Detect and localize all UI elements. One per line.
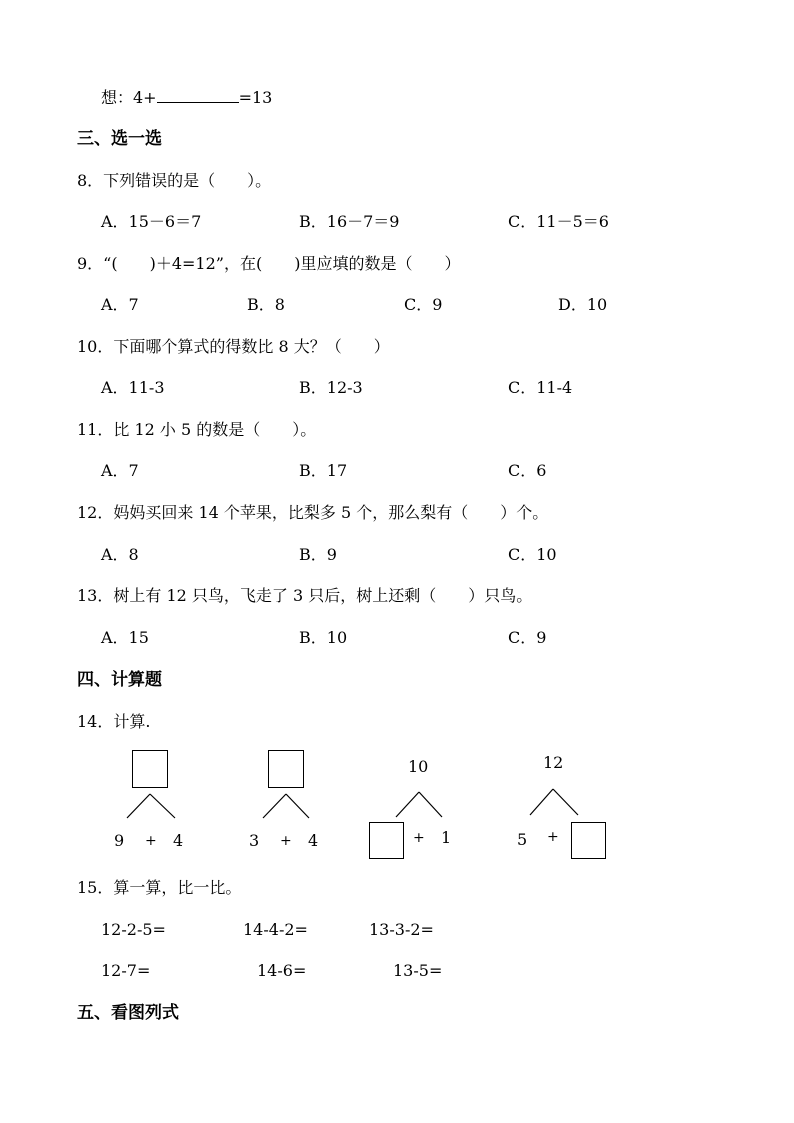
question-8-stem: 8．下列错误的是（ ）。 — [77, 171, 272, 190]
tree3-right-branch — [419, 792, 442, 817]
question-14-stem: 14．计算. — [77, 712, 151, 731]
q9-option-a[interactable]: A．7 — [101, 295, 139, 314]
q10-option-a[interactable]: A．11-3 — [101, 378, 165, 397]
tree1-right-branch — [150, 794, 175, 818]
question-10-stem: 10．下面哪个算式的得数比 8 大？（ ） — [77, 337, 390, 356]
tree2-right-branch — [286, 794, 309, 818]
q9-option-c[interactable]: C．9 — [404, 295, 443, 314]
tree2-plus: + — [280, 833, 292, 849]
question-13-stem: 13．树上有 12 只鸟，飞走了 3 只后，树上还剩（ ）只鸟。 — [77, 586, 533, 605]
q15-expr-2-1[interactable]: 12-7= — [101, 961, 151, 980]
q7-think-prefix: 想：4+ — [101, 88, 157, 107]
question-11-stem: 11．比 12 小 5 的数是（ ）。 — [77, 420, 317, 439]
q13-option-c[interactable]: C．9 — [508, 628, 547, 647]
tree1-left-branch — [127, 794, 150, 818]
q12-option-a[interactable]: A．8 — [101, 545, 139, 564]
q10-option-c[interactable]: C．11-4 — [508, 378, 573, 397]
tree2-top-box[interactable] — [268, 750, 304, 788]
tree2-left-number: 3 — [249, 831, 260, 850]
tree4-right-branch — [553, 789, 578, 815]
q13-option-a[interactable]: A．15 — [101, 628, 149, 647]
tree1-plus: + — [145, 833, 157, 849]
section-title-3: 三、选一选 — [77, 129, 162, 149]
tree2-left-branch — [263, 794, 286, 818]
tree1-right-number: 4 — [173, 831, 184, 850]
question-15-stem: 15．算一算，比一比。 — [77, 878, 242, 897]
question-9-stem: 9．“( )＋4=12”，在( )里应填的数是（ ） — [77, 254, 461, 273]
tree1-top-box[interactable] — [132, 750, 168, 788]
tree4-top-number: 12 — [543, 753, 564, 772]
q11-option-c[interactable]: C．6 — [508, 461, 547, 480]
q12-option-c[interactable]: C．10 — [508, 545, 557, 564]
tree3-right-number: 1 — [441, 828, 452, 847]
q8-option-a[interactable]: A．15－6＝7 — [101, 212, 202, 231]
q8-option-b[interactable]: B．16－7＝9 — [299, 212, 400, 231]
tree4-right-box[interactable] — [571, 822, 606, 859]
tree2-right-number: 4 — [308, 831, 319, 850]
tree4-plus: + — [547, 829, 559, 845]
q15-expr-1-1[interactable]: 12-2-5= — [101, 920, 166, 939]
q11-option-b[interactable]: B．17 — [299, 461, 348, 480]
q11-option-a[interactable]: A．7 — [101, 461, 139, 480]
tree4-left-number: 5 — [517, 830, 528, 849]
tree3-left-box[interactable] — [369, 822, 404, 859]
tree3-plus: + — [413, 830, 425, 846]
q15-expr-2-2[interactable]: 14-6= — [257, 961, 307, 980]
q7-think-line — [101, 88, 272, 108]
q15-expr-2-3[interactable]: 13-5= — [393, 961, 443, 980]
q12-option-b[interactable]: B．9 — [299, 545, 337, 564]
q15-expr-1-3[interactable]: 13-3-2= — [369, 920, 434, 939]
q9-option-b[interactable]: B．8 — [247, 295, 285, 314]
tree1-left-number: 9 — [114, 831, 125, 850]
section-title-4: 四、计算题 — [77, 670, 162, 690]
q8-option-c[interactable]: C．11－5＝6 — [508, 212, 609, 231]
q7-think-suffix: =13 — [238, 88, 273, 107]
section-title-5: 五、看图列式 — [77, 1003, 179, 1023]
tree3-left-branch — [396, 792, 419, 817]
tree3-top-number: 10 — [408, 757, 429, 776]
q9-option-d[interactable]: D．10 — [558, 295, 608, 314]
q7-answer-blank[interactable] — [157, 88, 239, 103]
tree4-left-branch — [530, 789, 553, 815]
question-12-stem: 12．妈妈买回来 14 个苹果，比梨多 5 个，那么梨有（ ）个。 — [77, 503, 549, 522]
q15-expr-1-2[interactable]: 14-4-2= — [243, 920, 308, 939]
q13-option-b[interactable]: B．10 — [299, 628, 348, 647]
q10-option-b[interactable]: B．12-3 — [299, 378, 363, 397]
